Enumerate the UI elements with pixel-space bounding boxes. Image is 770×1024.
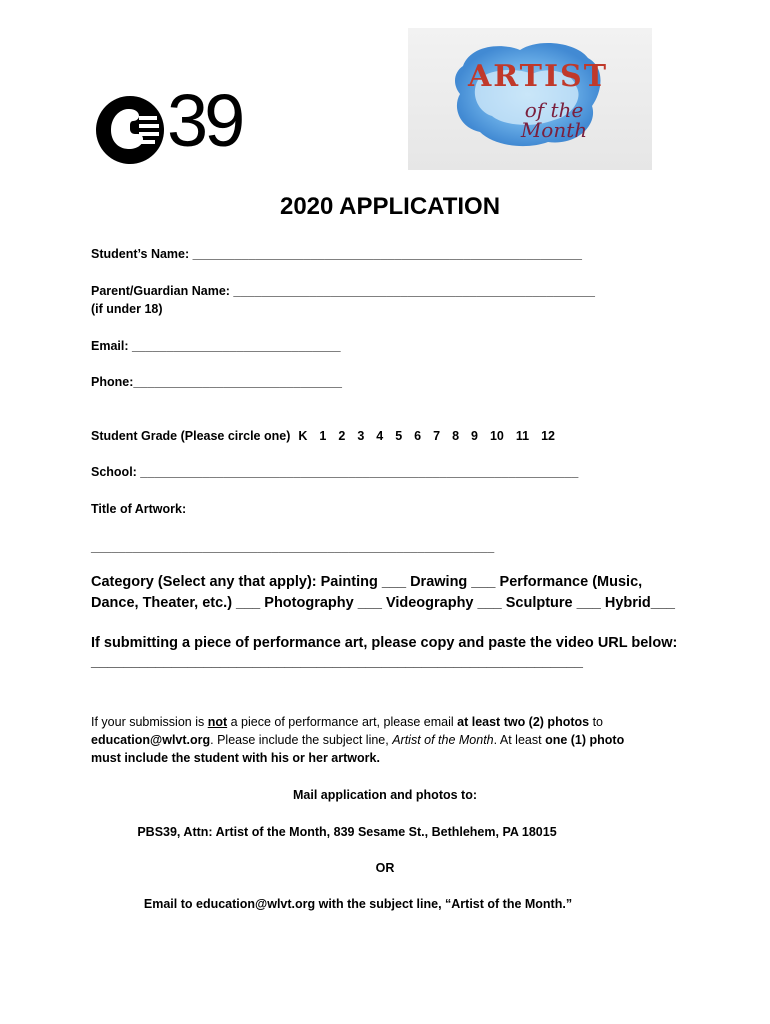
pbs-channel-number: 39 (167, 79, 242, 162)
grade-option[interactable]: 7 (433, 429, 441, 443)
artwork-title-label: Title of Artwork: (91, 502, 187, 516)
student-name-field[interactable]: Student’s Name: ________________________________________________________ (91, 247, 582, 261)
grade-option[interactable]: 2 (338, 429, 346, 443)
video-url-field[interactable]: _____________________________________________________________ (91, 654, 583, 670)
grade-option[interactable]: 5 (395, 429, 403, 443)
grade-option[interactable]: 11 (515, 429, 530, 443)
grade-option[interactable]: 3 (357, 429, 365, 443)
instructions-paragraph (91, 713, 651, 767)
instructions-email: education@wlvt.org (91, 733, 211, 747)
instructions-text: . At least (493, 733, 546, 747)
instructions-subject: Artist of the Month (392, 733, 494, 747)
or-divider: OR (375, 861, 395, 875)
pbs39-logo (95, 79, 255, 168)
grade-option[interactable]: 9 (471, 429, 478, 443)
parent-name-field[interactable]: Parent/Guardian Name: ____________________________________________________ (91, 284, 595, 298)
instructions-text: a piece of performance art, please email (227, 715, 458, 729)
mail-address: PBS39, Attn: Artist of the Month, 839 Sesame St., Bethlehem, PA 18015 (137, 825, 557, 839)
email-field[interactable]: Email: ______________________________ (91, 339, 341, 353)
category-line-1: Category (Select any that apply): Painting ___ Drawing ___ Performance (Music, (91, 574, 643, 590)
grade-option[interactable]: 6 (414, 429, 422, 443)
grade-option[interactable]: 1 (319, 429, 327, 443)
performance-heading: If submitting a piece of performance art, please copy and paste the video URL below: (91, 635, 678, 651)
instructions-emphasis: one (1) photo must include the student with his or her artwork. (91, 733, 625, 765)
mail-heading: Mail application and photos to: (292, 788, 478, 802)
grade-option[interactable]: 8 (452, 429, 460, 443)
instructions-text: to (589, 715, 603, 729)
grade-option[interactable]: 4 (376, 429, 384, 443)
instructions-emphasis: at least two (2) photos (457, 715, 590, 729)
pbs-head-icon (95, 92, 171, 168)
artist-logo-title: ARTIST (468, 59, 609, 94)
grade-option[interactable]: K (298, 429, 308, 443)
instructions-text: If your submission is (91, 715, 208, 729)
grade-option[interactable]: 12 (541, 429, 556, 443)
artist-logo-subtitle: of the Month (520, 98, 588, 142)
phone-field[interactable]: Phone:______________________________ (91, 375, 342, 389)
category-line-2: Dance, Theater, etc.) ___ Photography ___ Videography ___ Sculpture ___ Hybrid___ (91, 595, 675, 611)
instructions-text: . Please include the subject line, (210, 733, 393, 747)
email-instruction: Email to education@wlvt.org with the subject line, “Artist of the Month.” (143, 897, 573, 911)
grade-label: Student Grade (Please circle one) (91, 429, 291, 443)
student-grade-row (91, 429, 567, 443)
parent-note: (if under 18) (91, 302, 163, 316)
grade-option[interactable]: 10 (489, 429, 504, 443)
artwork-title-field[interactable]: __________________________________________________________ (91, 540, 495, 554)
page-title: 2020 APPLICATION (279, 193, 501, 220)
school-field[interactable]: School: _______________________________________________________________ (91, 465, 579, 479)
instructions-emphasis: not (207, 715, 228, 729)
